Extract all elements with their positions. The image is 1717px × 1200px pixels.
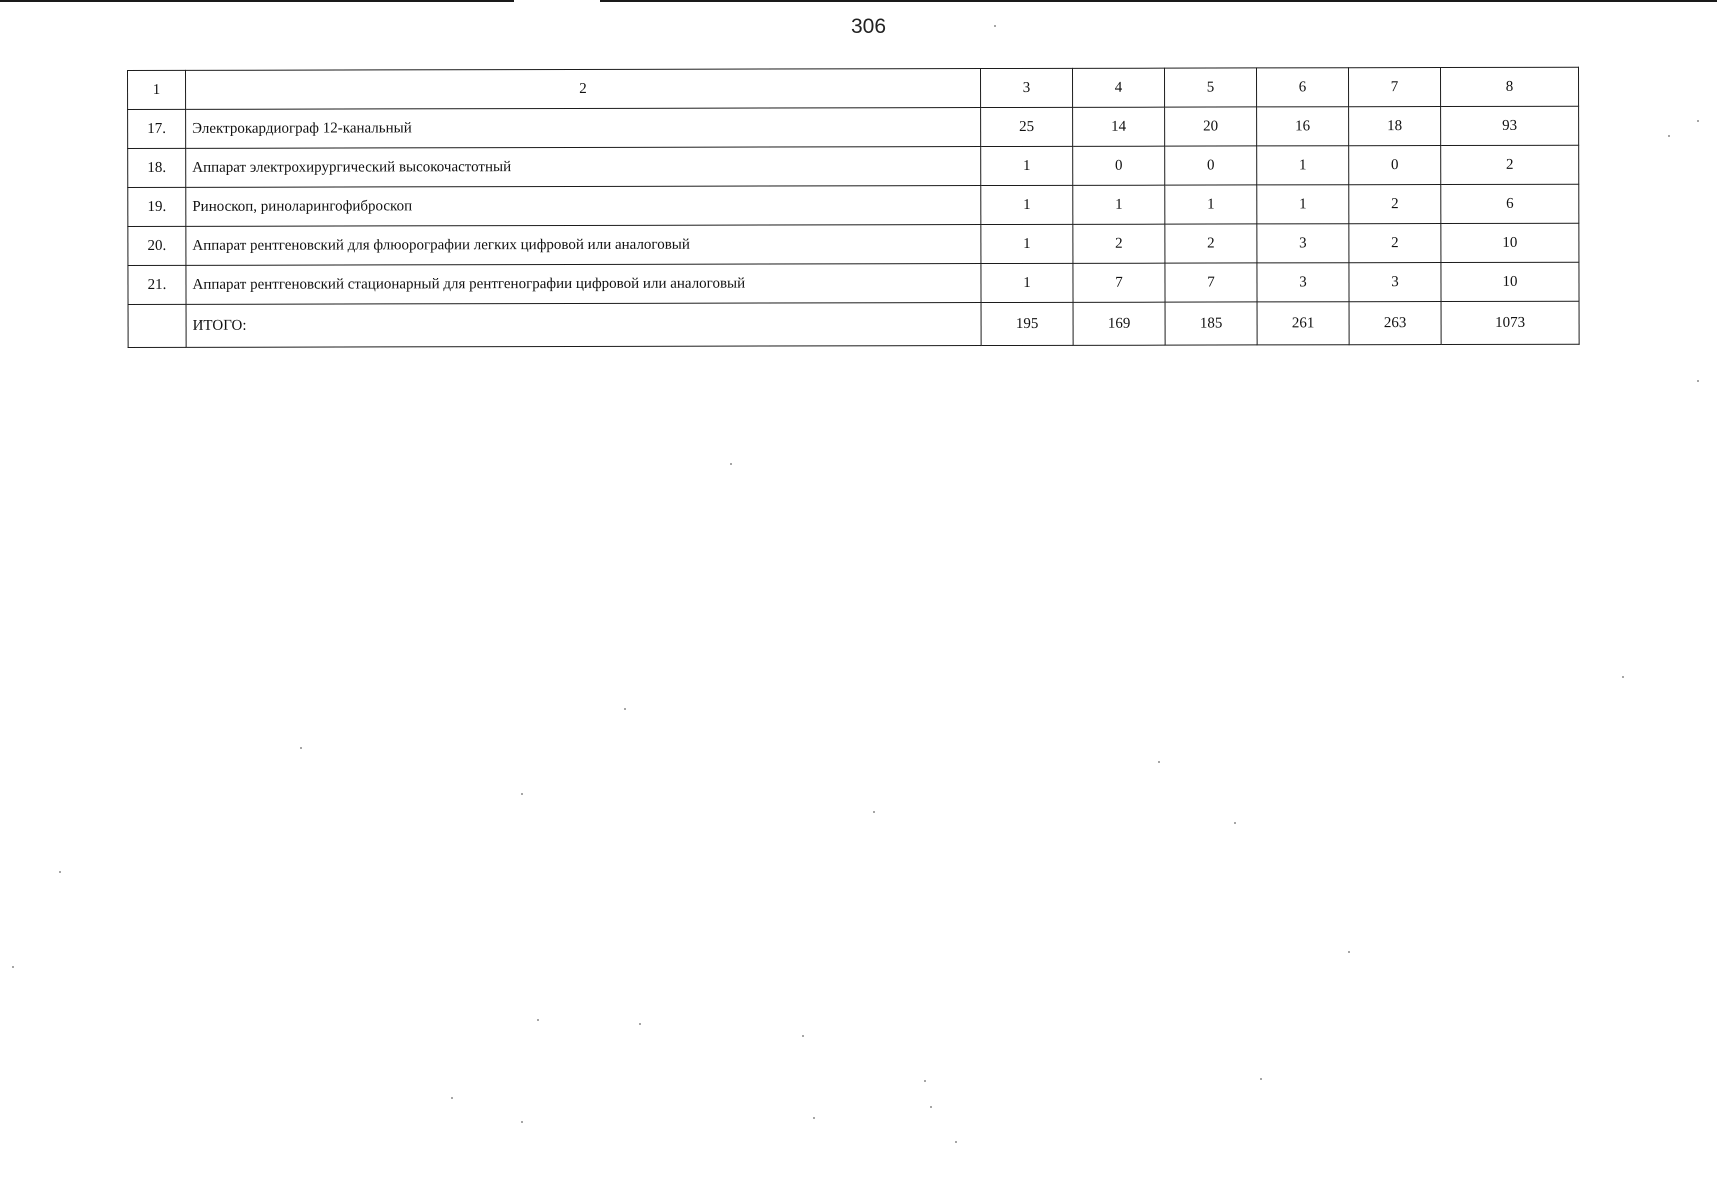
table-row xyxy=(128,262,1579,304)
row-total-value: 6 xyxy=(1441,184,1579,223)
equipment-table-container xyxy=(127,67,1579,348)
row-value: 16 xyxy=(1257,107,1349,146)
row-value: 1 xyxy=(1165,185,1257,224)
row-value: 3 xyxy=(1257,224,1349,263)
row-value: 1 xyxy=(981,263,1073,302)
row-value: 0 xyxy=(1165,146,1257,185)
scan-speck xyxy=(1234,822,1236,824)
column-number: 8 xyxy=(1440,67,1578,106)
column-number: 5 xyxy=(1164,68,1256,107)
total-value: 185 xyxy=(1165,302,1257,345)
scan-speck xyxy=(451,1097,453,1099)
row-value: 18 xyxy=(1349,107,1441,146)
row-number: 18. xyxy=(128,148,186,187)
scan-speck xyxy=(1260,1078,1262,1080)
row-value: 0 xyxy=(1073,146,1165,185)
row-total-value: 2 xyxy=(1441,145,1579,184)
row-value: 2 xyxy=(1073,224,1165,263)
table-row xyxy=(128,223,1579,265)
column-number: 1 xyxy=(128,70,186,109)
total-value: 261 xyxy=(1257,302,1349,345)
total-value: 195 xyxy=(981,302,1073,345)
total-row xyxy=(128,301,1579,347)
scan-speck xyxy=(813,1117,815,1119)
row-total-value: 93 xyxy=(1441,106,1579,145)
column-number: 6 xyxy=(1256,68,1348,107)
total-value: 169 xyxy=(1073,302,1165,345)
scan-speck xyxy=(521,793,523,795)
row-value: 2 xyxy=(1165,224,1257,263)
table-row xyxy=(128,184,1579,226)
scan-speck xyxy=(873,811,875,813)
equipment-table xyxy=(127,67,1580,348)
total-number-cell xyxy=(128,304,186,347)
scan-speck xyxy=(521,1121,523,1123)
column-number-row xyxy=(128,67,1579,109)
row-value: 20 xyxy=(1165,107,1257,146)
row-number: 20. xyxy=(128,226,186,265)
equipment-name: Риноскоп, риноларингофиброскоп xyxy=(186,186,981,227)
scan-speck xyxy=(1697,120,1699,122)
row-value: 2 xyxy=(1349,224,1441,263)
column-number: 2 xyxy=(186,69,981,110)
table-row xyxy=(128,106,1579,148)
row-value: 1 xyxy=(981,185,1073,224)
row-value: 3 xyxy=(1349,263,1441,302)
scan-speck xyxy=(994,25,996,27)
row-value: 1 xyxy=(1257,146,1349,185)
row-total-value: 10 xyxy=(1441,262,1579,301)
scan-speck xyxy=(1622,676,1624,678)
scan-speck xyxy=(300,747,302,749)
scan-speck xyxy=(639,1023,641,1025)
row-value: 25 xyxy=(981,107,1073,146)
column-number: 7 xyxy=(1348,68,1440,107)
equipment-name: Аппарат электрохирургический высокочастотный xyxy=(186,147,981,188)
table-row xyxy=(128,145,1579,187)
row-value: 1 xyxy=(1073,185,1165,224)
scan-speck xyxy=(12,966,14,968)
row-value: 1 xyxy=(1257,185,1349,224)
scan-speck xyxy=(1348,951,1350,953)
scan-speck xyxy=(1668,135,1670,137)
row-number: 21. xyxy=(128,265,186,304)
scan-speck xyxy=(624,708,626,710)
scan-speck xyxy=(59,871,61,873)
row-value: 1 xyxy=(981,224,1073,263)
scan-speck xyxy=(730,463,732,465)
row-value: 1 xyxy=(981,146,1073,185)
scan-edge-line xyxy=(1008,0,1717,2)
page-number: 306 xyxy=(850,15,887,38)
column-number: 3 xyxy=(980,68,1072,107)
scan-speck xyxy=(955,1141,957,1143)
equipment-name: Аппарат рентгеновский для флюорографии легких цифровой или аналоговый xyxy=(186,225,981,266)
column-number: 4 xyxy=(1072,68,1164,107)
scan-speck xyxy=(537,1019,539,1021)
grand-total-value: 1073 xyxy=(1441,301,1579,344)
row-total-value: 10 xyxy=(1441,223,1579,262)
scan-speck xyxy=(930,1106,932,1108)
total-value: 263 xyxy=(1349,302,1441,345)
equipment-name: Электрокардиограф 12-канальный xyxy=(186,108,981,149)
row-value: 14 xyxy=(1073,107,1165,146)
scan-edge-line xyxy=(600,0,1020,2)
scan-speck xyxy=(1697,380,1699,382)
scan-speck xyxy=(924,1080,926,1082)
row-value: 7 xyxy=(1073,263,1165,302)
row-number: 17. xyxy=(128,109,186,148)
equipment-name: Аппарат рентгеновский стационарный для рентгенографии цифровой или аналоговый xyxy=(186,264,981,305)
row-value: 7 xyxy=(1165,263,1257,302)
scan-speck xyxy=(1158,761,1160,763)
row-number: 19. xyxy=(128,187,186,226)
row-value: 2 xyxy=(1349,185,1441,224)
scan-speck xyxy=(802,1035,804,1037)
row-value: 0 xyxy=(1349,146,1441,185)
total-label: ИТОГО: xyxy=(186,303,981,348)
scan-edge-line xyxy=(0,0,514,2)
row-value: 3 xyxy=(1257,263,1349,302)
